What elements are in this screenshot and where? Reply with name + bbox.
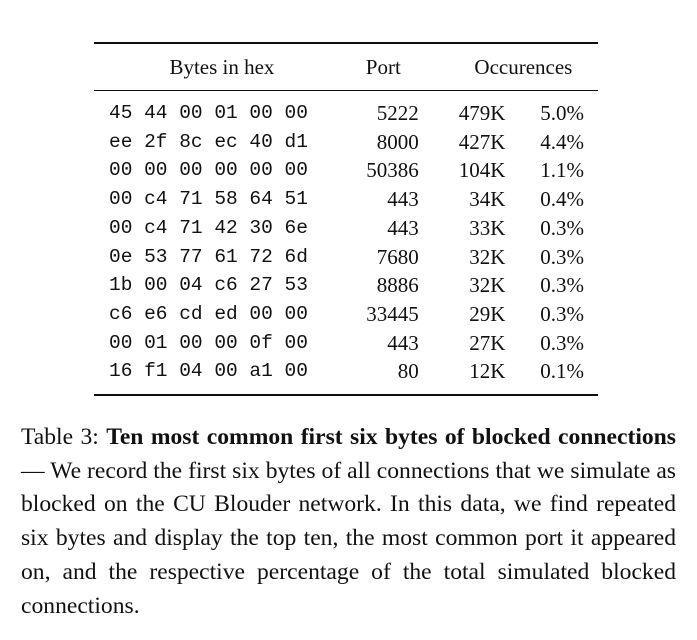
table-row: [94, 214, 598, 243]
table-row: [94, 243, 598, 272]
percent-cell: 0.3%: [540, 244, 584, 269]
count-cell: 33K: [469, 215, 506, 240]
bytes-cell: 00 c4 71 42 30 6e: [109, 216, 308, 239]
port-cell: 443: [387, 215, 419, 240]
port-cell: 50386: [366, 158, 419, 183]
count-cell: 34K: [469, 187, 506, 212]
header-port: Port: [365, 54, 401, 79]
table-row: [94, 329, 598, 358]
count-cell: 479K: [458, 101, 506, 125]
count-cell: 32K: [469, 273, 506, 298]
port-cell: 443: [387, 187, 419, 212]
caption-title: Ten most common first six bytes of blocked connections: [106, 424, 676, 450]
count-cell: 427K: [458, 129, 506, 154]
bytes-cell: c6 e6 cd ed 00 00: [109, 302, 308, 325]
header-occurences: Occurences: [474, 54, 573, 79]
percent-cell: 0.1%: [540, 359, 584, 384]
percent-cell: 0.3%: [540, 330, 584, 355]
bytes-cell: 16 f1 04 00 a1 00: [109, 360, 308, 383]
header-bytes-in-hex: Bytes in hex: [169, 54, 275, 79]
caption-label: Table 3:: [21, 424, 107, 450]
count-cell: 12K: [469, 359, 506, 384]
bytes-cell: 45 44 00 01 00 00: [109, 102, 308, 124]
port-cell: 8000: [376, 129, 419, 154]
percent-cell: 5.0%: [540, 101, 584, 125]
blocked-bytes-table: [94, 42, 598, 396]
port-cell: 33445: [366, 301, 419, 326]
count-cell: 29K: [469, 301, 506, 326]
bytes-cell: 00 c4 71 58 64 51: [109, 188, 308, 211]
table-body: [94, 91, 598, 396]
table-header-row: [94, 43, 598, 91]
percent-cell: 0.3%: [540, 301, 584, 326]
table-row: [94, 300, 598, 329]
table-row: [94, 156, 598, 185]
table-row: [94, 128, 598, 157]
percent-cell: 0.4%: [540, 187, 584, 212]
table-row: [94, 271, 598, 300]
percent-cell: 0.3%: [540, 215, 584, 240]
count-cell: 32K: [469, 244, 506, 269]
port-cell: 7680: [376, 244, 419, 269]
port-cell: 5222: [376, 101, 419, 125]
count-cell: 27K: [469, 330, 506, 355]
bytes-cell: ee 2f 8c ec 40 d1: [109, 130, 308, 153]
table-row: [94, 91, 598, 128]
port-cell: 80: [397, 359, 419, 384]
caption-separator: —: [21, 457, 51, 484]
port-cell: 443: [387, 330, 419, 355]
caption-body: We record the first six bytes of all connections that we simulate as blocked on the CU Blouder network. In this data, we find repeated six bytes and display the top ten, the most common port it appeared on, and the respective percentage of the total simulated blocked connections.: [21, 457, 676, 619]
port-cell: 8886: [376, 273, 419, 298]
count-cell: 104K: [458, 158, 506, 183]
percent-cell: 0.3%: [540, 273, 584, 298]
table-row: [94, 185, 598, 214]
bytes-cell: 0e 53 77 61 72 6d: [109, 245, 308, 268]
bytes-cell: 1b 00 04 c6 27 53: [109, 274, 308, 297]
data-table-container: [94, 42, 598, 396]
bytes-cell: 00 00 00 00 00 00: [109, 159, 308, 182]
table-caption: [21, 421, 676, 623]
table-row: [94, 357, 598, 395]
percent-cell: 1.1%: [540, 158, 584, 183]
percent-cell: 4.4%: [540, 129, 584, 154]
bytes-cell: 00 01 00 00 0f 00: [109, 331, 308, 354]
